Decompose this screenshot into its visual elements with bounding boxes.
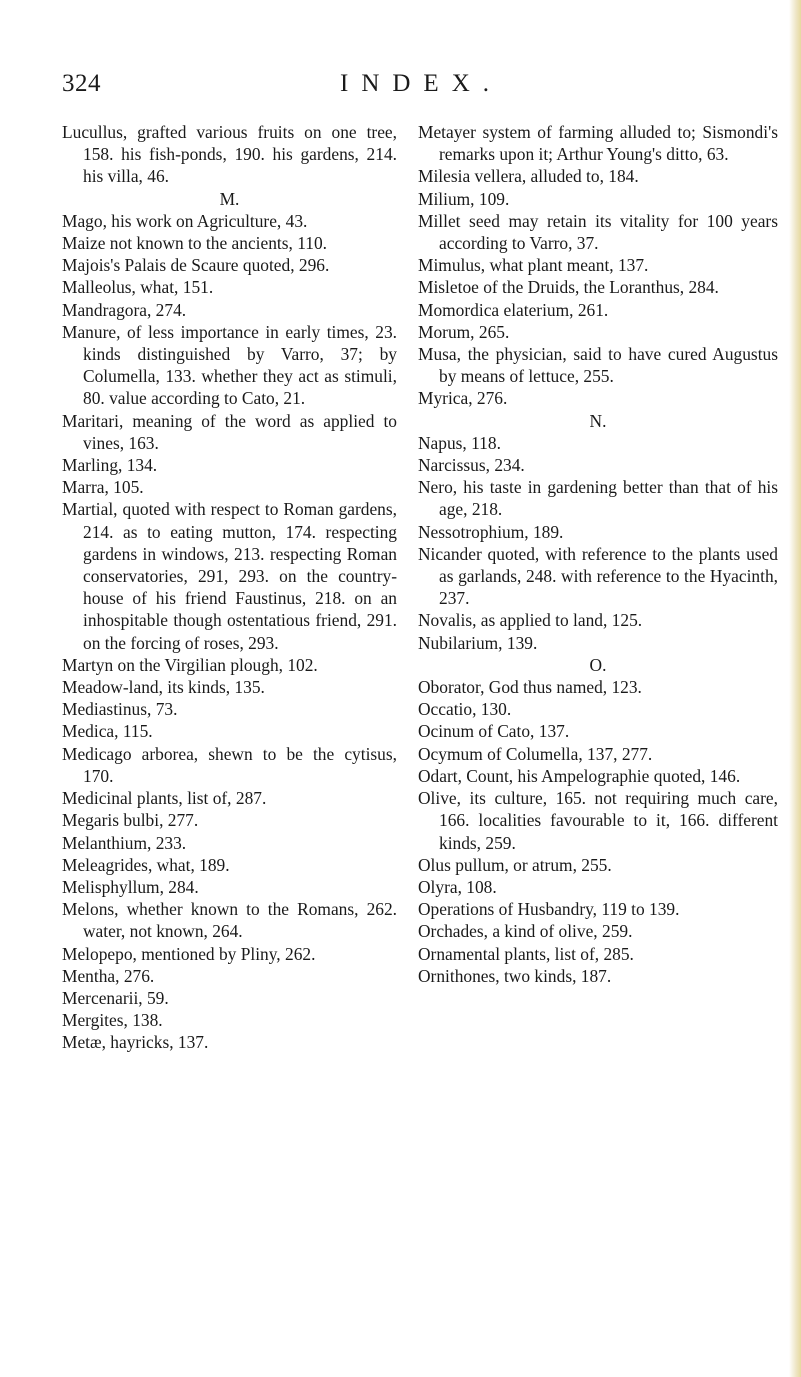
section-letter: N. [589, 410, 607, 431]
index-entry: Metayer system of farming alluded to; Sismondi's remarks upon it; Arthur Young's ditto, 63. [418, 122, 778, 165]
index-entry: Nessotrophium, 189. [418, 521, 564, 542]
index-entry: Ocinum of Cato, 137. [418, 721, 570, 742]
index-entry: Narcissus, 234. [418, 455, 525, 476]
index-entry: Operations of Husbandry, 119 to 139. [418, 899, 680, 920]
index-entry: Melopepo, mentioned by Pliny, 262. [62, 943, 316, 964]
index-entry: Nero, his taste in gardening better than that of his age, 218. [418, 477, 778, 520]
index-column-left [62, 121, 397, 1054]
index-entry: Mergites, 138. [62, 1010, 163, 1031]
section-letter: O. [589, 654, 607, 675]
index-entry: Myrica, 276. [418, 388, 508, 409]
index-entry: Ocymum of Columella, 137, 277. [418, 743, 653, 764]
index-entry: Morum, 265. [418, 321, 510, 342]
index-entry: Mago, his work on Agriculture, 43. [62, 210, 308, 231]
index-entry: Meadow-land, its kinds, 135. [62, 677, 265, 698]
section-letter: M. [219, 188, 240, 209]
index-entry: Medicago arborea, shewn to be the cytisus, 170. [62, 743, 397, 786]
index-entry: Momordica elaterium, 261. [418, 299, 609, 320]
index-entry: Maritari, meaning of the word as applied to vines, 163. [62, 410, 397, 453]
index-entry: Metæ, hayricks, 137. [62, 1032, 209, 1053]
index-entry: Mediastinus, 73. [62, 699, 178, 720]
index-entry: Medica, 115. [62, 721, 153, 742]
index-entry: Nubilarium, 139. [418, 632, 538, 653]
running-title: INDEX. [340, 70, 503, 97]
index-entry: Melisphyllum, 284. [62, 876, 199, 897]
index-entry: Olyra, 108. [418, 876, 497, 897]
index-entry: Ornithones, two kinds, 187. [418, 965, 612, 986]
index-entry: Mimulus, what plant meant, 137. [418, 255, 649, 276]
index-entry: Misletoe of the Druids, the Loranthus, 284. [418, 277, 719, 298]
index-entry: Milium, 109. [418, 188, 510, 209]
index-entry: Mercenarii, 59. [62, 987, 169, 1008]
index-entry: Milesia vellera, alluded to, 184. [418, 166, 639, 187]
index-entry: Ornamental plants, list of, 285. [418, 943, 634, 964]
index-entry: Novalis, as applied to land, 125. [418, 610, 643, 631]
index-entry: Mandragora, 274. [62, 299, 187, 320]
index-entry: Olive, its culture, 165. not requiring much care, 166. localities favourable to it, 166. different kinds, 259. [418, 788, 778, 853]
index-entry: Napus, 118. [418, 432, 501, 453]
index-entry: Nicander quoted, with reference to the plants used as garlands, 248. with reference to the Hyacinth, 237. [418, 543, 778, 609]
index-entry: Marling, 134. [62, 455, 158, 476]
index-entry: Megaris bulbi, 277. [62, 810, 199, 831]
index-entry: Melons, whether known to the Romans, 262. water, not known, 264. [62, 899, 397, 942]
index-entry: Odart, Count, his Ampelographie quoted, 146. [418, 765, 741, 786]
index-entry: Manure, of less importance in early times, 23. kinds distinguished by Varro, 37; by Columella, 133. whether they act as stimuli, 80. value according to Cato, 21. [62, 321, 397, 409]
index-entry: Medicinal plants, list of, 287. [62, 788, 267, 809]
index-entry: Marra, 105. [62, 477, 144, 498]
page-edge-shading [789, 0, 801, 1377]
index-entry: Majois's Palais de Scaure quoted, 296. [62, 255, 330, 276]
page-header [0, 70, 801, 100]
index-entry: Lucullus, grafted various fruits on one tree, 158. his fish-ponds, 190. his gardens, 214. his villa, 46. [62, 122, 397, 187]
index-entry: Martial, quoted with respect to Roman gardens, 214. as to eating mutton, 174. respecting gardens in windows, 213. respecting Roman conservatories, 291, 293. on the country-house of his friend Faustinus, 218. on an inhospitable though ostentatious friend, 291. on the forcing of roses, 293. [62, 499, 397, 653]
page-number: 324 [62, 70, 101, 97]
index-entry: Olus pullum, or atrum, 255. [418, 854, 612, 875]
index-entry: Meleagrides, what, 189. [62, 854, 230, 875]
index-entry: Mentha, 276. [62, 965, 155, 986]
index-entry: Maize not known to the ancients, 110. [62, 233, 327, 254]
index-entry: Malleolus, what, 151. [62, 277, 214, 298]
index-entry: Musa, the physician, said to have cured Augustus by means of lettuce, 255. [418, 344, 778, 387]
index-entry: Oborator, God thus named, 123. [418, 677, 642, 698]
index-entry: Millet seed may retain its vitality for 100 years according to Varro, 37. [418, 210, 778, 254]
index-entry: Orchades, a kind of olive, 259. [418, 921, 633, 942]
index-column-right [418, 121, 778, 987]
index-entry: Occatio, 130. [418, 699, 512, 720]
index-entry: Melanthium, 233. [62, 832, 187, 853]
index-entry: Martyn on the Virgilian plough, 102. [62, 654, 318, 675]
